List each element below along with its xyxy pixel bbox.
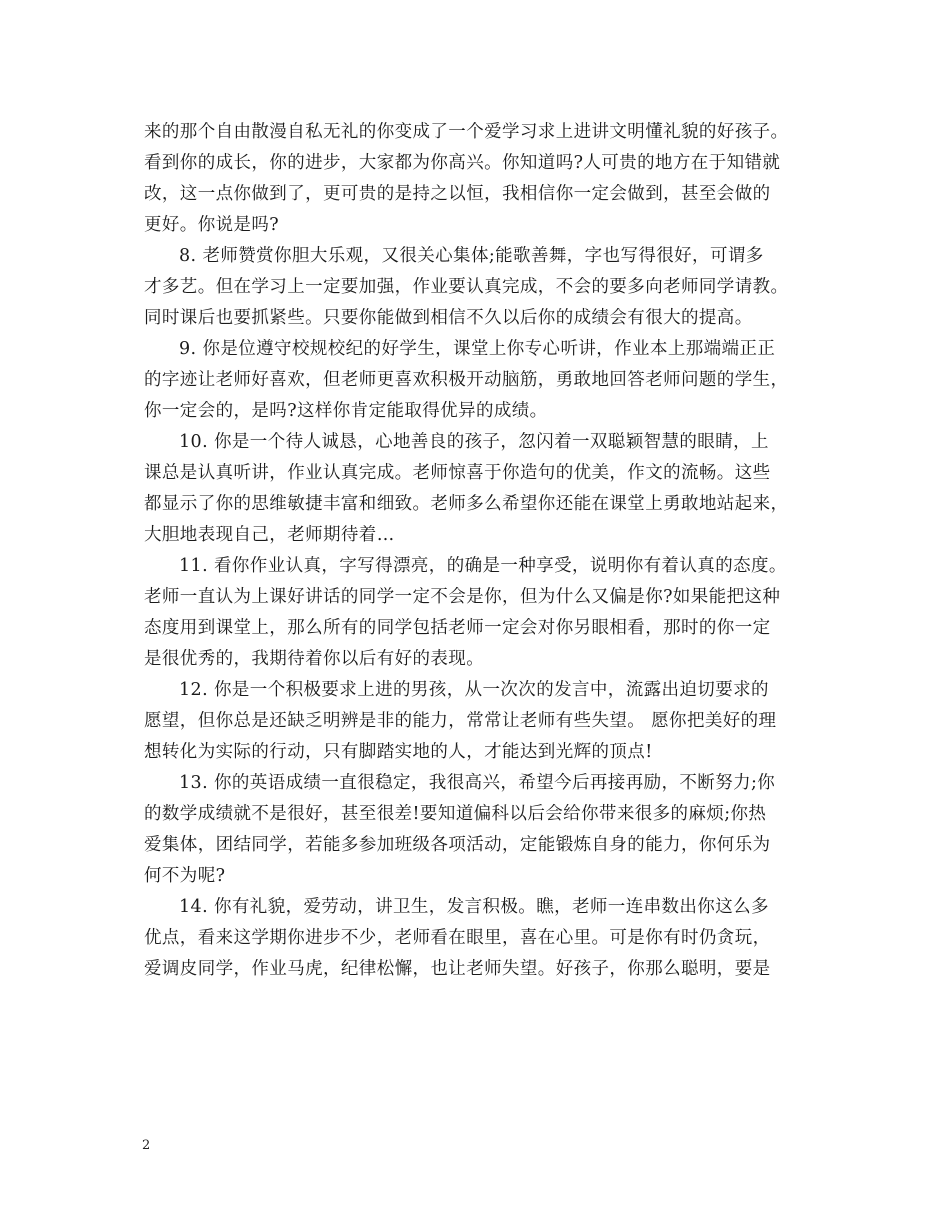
paragraph-item-9	[144, 334, 814, 427]
text-line: 11. 看你作业认真，字写得漂亮，的确是一种享受，说明你有着认真的态度。	[179, 556, 787, 576]
text-line: 愿望，但你总是还缺乏明辨是非的能力，常常让老师有些失望。 愿你把美好的理	[144, 711, 777, 731]
text-line: 想转化为实际的行动，只有脚踏实地的人，才能达到光辉的顶点!	[144, 742, 653, 762]
paragraph-item-14	[144, 892, 814, 985]
text-line: 同时课后也要抓紧些。只要你能做到相信不久以后你的成绩会有很大的提高。	[144, 308, 753, 328]
text-line: 爱集体，团结同学，若能多参加班级各项活动，定能锻炼自身的能力，你何乐为	[144, 835, 771, 855]
paragraph-item-12	[144, 675, 814, 768]
paragraph-continuation	[144, 117, 814, 241]
document-body	[144, 117, 814, 985]
text-line: 看到你的成长，你的进步，大家都为你高兴。你知道吗?人可贵的地方在于知错就	[144, 153, 781, 173]
text-line: 13. 你的英语成绩一直很稳定，我很高兴，希望今后再接再励，不断努力;你	[179, 773, 776, 793]
text-line: 12. 你是一个积极要求上进的男孩，从一次次的发言中，流露出迫切要求的	[179, 680, 769, 700]
paragraph-item-10	[144, 427, 814, 551]
text-line: 9. 你是位遵守校规校纪的好学生，课堂上你专心听讲，作业本上那端端正正	[179, 339, 776, 359]
text-line: 10. 你是一个待人诚恳，心地善良的孩子，忽闪着一双聪颖智慧的眼睛，上	[179, 432, 769, 452]
paragraph-item-8	[144, 241, 814, 334]
paragraph-item-11	[144, 551, 814, 675]
text-line: 才多艺。但在学习上一定要加强，作业要认真完成，不会的要多向老师同学请教。	[144, 277, 789, 297]
text-line: 态度用到课堂上，那么所有的同学包括老师一定会对你另眼相看，那时的你一定	[144, 618, 771, 638]
text-line: 你一定会的，是吗?这样你肯定能取得优异的成绩。	[144, 401, 548, 421]
text-line: 更好。你说是吗?	[144, 215, 280, 235]
text-line: 的字迹让老师好喜欢，但老师更喜欢积极开动脑筋，勇敢地回答老师问题的学生，	[144, 370, 789, 390]
paragraph-item-13	[144, 768, 814, 892]
text-line: 来的那个自由散漫自私无礼的你变成了一个爱学习求上进讲文明懂礼貌的好孩子。	[144, 122, 789, 142]
text-line: 优点，看来这学期你进步不少，老师看在眼里，喜在心里。可是你有时仍贪玩，	[144, 928, 771, 948]
text-line: 老师一直认为上课好讲话的同学一定不会是你，但为什么又偏是你?如果能把这种	[144, 587, 781, 607]
text-line: 何不为呢?	[144, 866, 226, 886]
text-line: 的数学成绩就不是很好，甚至很差!要知道偏科以后会给你带来很多的麻烦;你热	[144, 804, 767, 824]
text-line: 是很优秀的，我期待着你以后有好的表现。	[144, 649, 485, 669]
text-line: 8. 老师赞赏你胆大乐观，又很关心集体;能歌善舞，字也写得很好，可谓多	[179, 246, 764, 266]
text-line: 都显示了你的思维敏捷丰富和细致。老师多么希望你还能在课堂上勇敢地站起来，	[144, 494, 789, 514]
text-line: 改，这一点你做到了，更可贵的是持之以恒，我相信你一定会做到，甚至会做的	[144, 184, 771, 204]
text-line: 14. 你有礼貌，爱劳动，讲卫生，发言积极。瞧，老师一连串数出你这么多	[179, 897, 769, 917]
text-line: 爱调皮同学，作业马虎，纪律松懈，也让老师失望。好孩子，你那么聪明，要是	[144, 959, 771, 979]
text-line: 大胆地表现自己，老师期待着…	[144, 525, 395, 545]
text-line: 课总是认真听讲，作业认真完成。老师惊喜于你造句的优美，作文的流畅。这些	[144, 463, 771, 483]
page-number: 2	[142, 1138, 151, 1153]
